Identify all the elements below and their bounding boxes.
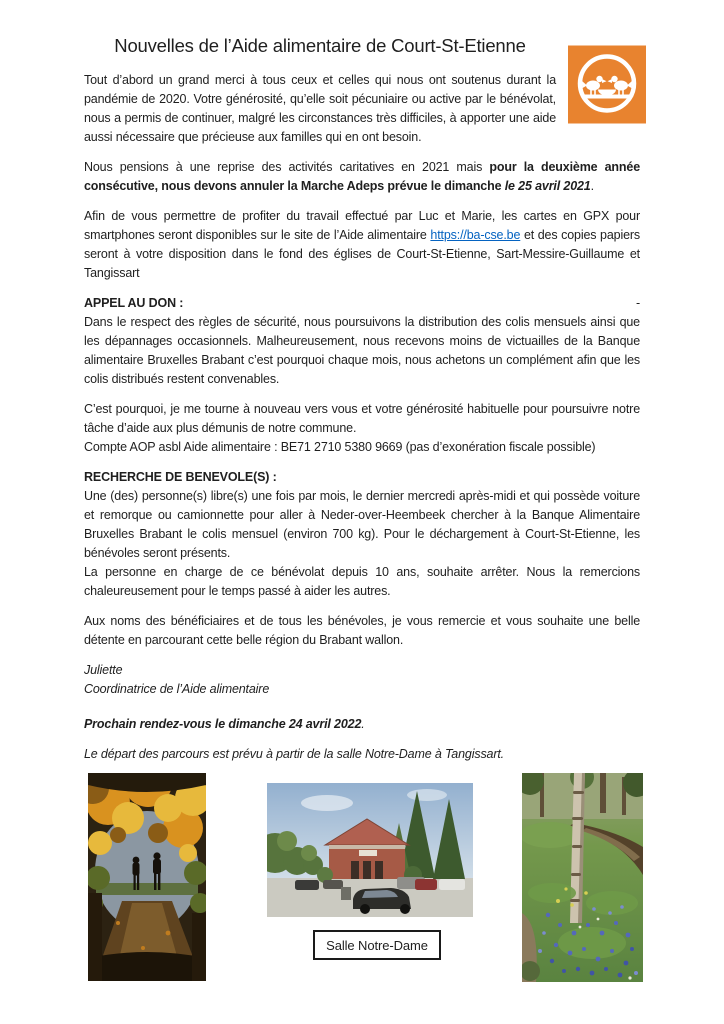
cancellation-period: . [590, 179, 594, 193]
next-event-period: . [361, 717, 365, 731]
autumn-forest-walk-photo [88, 773, 206, 981]
appel-right-dash: - [635, 296, 640, 310]
cancellation-bold-text: pour la deuxième année consécutive, nous devons annuler la Marche Adeps prévue le dimanche [84, 160, 640, 193]
signature-block [84, 661, 640, 699]
gpx-text-before: Afin de vous permettre de profiter du travail effectué par Luc et Marie, les cartes en GPX pour smartphones seront disponibles sur le site de l’Aide alimentaire [84, 209, 640, 242]
appel-au-don-heading: APPEL AU DON : [84, 296, 184, 310]
recherche-heading: RECHERCHE DE BENEVOLE(S) : [84, 470, 277, 484]
appel-au-don-section [84, 294, 640, 389]
autumn-forest-walk-image [88, 773, 206, 981]
salle-notre-dame-photo [267, 783, 473, 917]
signature-role: Coordinatrice de l’Aide alimentaire [84, 682, 270, 696]
ba-cse-link[interactable]: https://ba-cse.be [430, 228, 521, 242]
page-title: Nouvelles de l’Aide alimentaire de Court-St-Etienne [114, 35, 526, 56]
gpx-text-after: et des copies papiers seront à votre disposition dans le fond des églises de Court-St-Etienne, Sart-Messire-Guillaume et Tangissart [84, 228, 640, 280]
bluebell-stream-photo [522, 773, 643, 982]
signature-name: Juliette [84, 663, 123, 677]
intro-paragraph: Tout d’abord un grand merci à tous ceux et celles qui nous ont soutenus durant la pandémie de 2020. Votre générosité, qu’elle soit pécuniaire ou active par le bénévolat, nous a permis de continuer, malgré les circonstances très difficiles, à apporter une aide aussi nécessaire que précieuse aux familles qui en ont besoin. [84, 73, 556, 144]
volunteers-retirement-note: La personne en charge de ce bénévolat depuis 10 ans, souhaite arrêter. Nous la remercions chaleureusement pour le temps passé à aider les autres. [84, 565, 640, 598]
account-number-line: Compte AOP asbl Aide alimentaire : BE71 2710 5380 9669 (pas d’exonération fiscale possible) [84, 440, 596, 454]
donation-account-section [84, 400, 640, 457]
cancellation-text: Nous pensions à une reprise des activités caritatives en 2021 mais [84, 160, 490, 174]
cancellation-date: le 25 avril 2021 [504, 179, 591, 193]
photo-row [0, 771, 724, 1024]
photo-caption-box [313, 930, 441, 960]
gpx-maps-paragraph [84, 207, 640, 283]
donation-plea-text: C’est pourquoi, je me tourne à nouveau vers vous et votre générosité habituelle pour poursuivre notre tâche d’aide aux plus démunis de notre commune. [84, 402, 640, 435]
departure-note: Le départ des parcours est prévu à partir de la salle Notre-Dame à Tangissart. [84, 747, 505, 761]
next-event-text: Prochain rendez-vous le dimanche 24 avril 2022 [84, 717, 362, 731]
volunteers-description: Une (des) personne(s) libre(s) une fois par mois, le dernier mercredi après-midi et qui possède voiture et remorque ou camionnette pour aller à Neder-over-Heembeek chercher à la Banque Alimentaire Bruxelles Brabant le colis mensuel (environ 700 kg). Pour le déchargement à Court-St-Etienne, les bénévoles seront présents. [84, 489, 640, 560]
recherche-benevoles-section [84, 468, 640, 601]
bluebell-stream-image [522, 773, 643, 982]
aide-alimentaire-logo [568, 45, 646, 124]
two-birds-sharing-bowl-icon [568, 45, 646, 124]
next-event-line [84, 715, 640, 734]
photo-caption: Salle Notre-Dame [326, 937, 428, 953]
appel-heading-row [84, 294, 640, 313]
appel-body-text: Dans le respect des règles de sécurité, nous poursuivons la distribution des colis mensuels ainsi que les dépannages occasionnels. Malheureusement, nous recevons moins de victuailles de la Banque alimentaire Bruxelles Brabant c’est pourquoi chaque mois, nous achetons un complément afin que les colis distribués restent convenables. [84, 315, 640, 386]
salle-notre-dame-image [267, 783, 473, 917]
cancellation-paragraph [84, 158, 640, 196]
thanks-paragraph: Aux noms des bénéficiaires et de tous les bénévoles, je vous remercie et vous souhaite une belle détente en parcourant cette belle région du Brabant wallon. [84, 614, 640, 647]
